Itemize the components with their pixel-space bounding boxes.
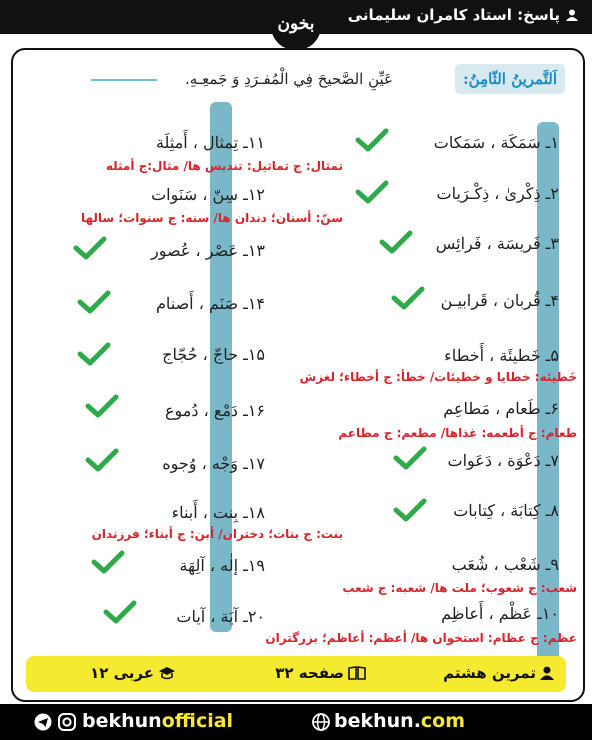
note-khatia: خَطیئه: خطایا و خطیئات/ خطأ: ج أخطاء؛ لغزش	[299, 370, 577, 384]
answer-label: پاسخ: استاد کامران سلیمانی	[348, 6, 578, 24]
check-icon	[91, 550, 125, 574]
note-sinn: سنّ: أسنان؛ دندان ها/ سنه: ج سنوات؛ سالها	[80, 211, 343, 225]
list-item: ۱۷ـ وَجْه ، وُجوه	[162, 454, 265, 473]
footer-page: صفحه ۳۲	[275, 664, 366, 682]
title-decor-line	[91, 79, 157, 81]
check-icon	[77, 342, 111, 366]
check-icon	[103, 600, 137, 624]
exercise-number: اَلتَّمرينُ الثّامِنُ:	[463, 70, 557, 88]
social-bar	[0, 704, 592, 740]
exercise-instruction: عَيِّنِ الصَّحيحَ فِي الْمُفـرَدِ وَ جَمعِـهِ.	[184, 70, 393, 88]
list-item: ۲۰ـ آيَة ، آيات	[176, 607, 265, 626]
check-icon	[393, 446, 427, 470]
check-icon	[73, 236, 107, 260]
list-item: ۱۲ـ سِنّ ، سَنَوات	[151, 185, 265, 204]
footer-exercise: تمرین هشتم	[443, 664, 554, 682]
note-taam: طعام: ج أطعمه: غذاها/ مطعم: ج مطاعم	[338, 426, 577, 440]
website-link[interactable]: bekhun.com	[334, 710, 466, 732]
list-item: ۹ـ شَعْب ، شُعَب	[451, 555, 559, 574]
footer-subject: عربی ۱۲	[90, 664, 176, 682]
exercise-card	[11, 48, 585, 702]
globe-icon	[312, 713, 330, 731]
note-azm: عظم: ج عظام: استخوان ها/ أعظم: أعاظم؛ بزرگتران	[265, 631, 577, 645]
check-icon	[77, 290, 111, 314]
exercise-title	[455, 64, 565, 94]
user-icon	[566, 9, 578, 21]
list-item: ۱۵ـ حاجّ ، حُجّاج	[162, 345, 265, 364]
book-icon	[348, 666, 366, 680]
list-item: ۱۳ـ عَصْر ، عُصور	[151, 241, 265, 260]
note-bint: بنت: ج بنات؛ دختران/ أبن: ج أبناء؛ فرزندان	[91, 527, 343, 541]
note-tamthal: تمثال: ج تماثیل: تندیس ها/ مثال:ج أمثله	[105, 159, 343, 173]
list-item: ۵ـ خَطيئَة ، أَخطاء	[444, 346, 559, 365]
list-item: ۱۸ـ بِنت ، أَبناء	[171, 503, 265, 522]
list-item: ۳ـ فَريسَة ، فَرائِس	[435, 234, 559, 253]
check-icon	[355, 128, 389, 152]
list-item: ۱۹ـ إلٰه ، آلِهَة	[179, 556, 265, 575]
list-item: ۱۶ـ دَمْع ، دُموع	[164, 401, 265, 420]
list-item: ۲ـ ذِكْرىٰ ، ذِكْـرَيات	[436, 184, 559, 203]
instagram-icon[interactable]	[58, 713, 76, 731]
instagram-handle[interactable]: bekhunofficial	[82, 710, 234, 732]
user-icon	[540, 666, 554, 680]
left-column-strip	[210, 102, 232, 632]
list-item: ۱۱ـ تِمثال ، أَمثِلَة	[155, 133, 265, 152]
check-icon	[85, 394, 119, 418]
check-icon	[391, 286, 425, 310]
list-item: ۸ـ كِتابَة ، كِتابات	[453, 501, 559, 520]
list-item: ۱۰ـ عَظْم ، أَعاظِم	[441, 604, 559, 623]
list-item: ۱۴ـ صَنَم ، أَصنام	[155, 294, 265, 313]
check-icon	[379, 230, 413, 254]
list-item: ۴ـ قُربان ، قَرابيـن	[440, 291, 559, 310]
list-item: ۶ـ طَعام ، مَطاعِم	[443, 399, 559, 418]
list-item: ۱ـ سَمَكَة ، سَمَكات	[433, 133, 559, 152]
check-icon	[355, 180, 389, 204]
check-icon	[393, 498, 427, 522]
graduation-cap-icon	[158, 666, 176, 680]
telegram-icon[interactable]	[34, 713, 52, 731]
list-item: ۷ـ دَعْوَة ، دَعَوات	[447, 451, 559, 470]
check-icon	[85, 448, 119, 472]
footer-info-bar	[26, 656, 566, 692]
brand-logo: بخون	[271, 2, 321, 50]
note-shaab: شعب: ج شعوب؛ ملت ها/ شعبه: ج شعب	[342, 581, 577, 595]
